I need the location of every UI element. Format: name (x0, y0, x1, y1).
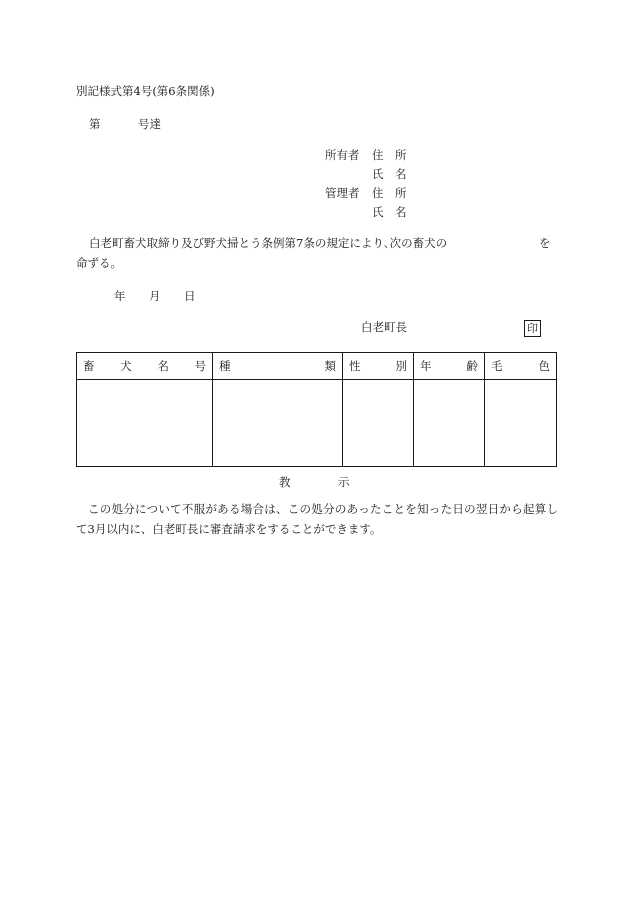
order-text-line1: 白老町畜犬取締り及び野犬掃とう条例第7条の規定により､次の畜犬の (89, 236, 448, 250)
header-sex: 性 別 (343, 353, 414, 380)
date-day: 日 (184, 289, 196, 303)
header-dog-name: 畜 犬 名 号 (77, 353, 213, 380)
table-row (77, 380, 557, 467)
order-text-line2: 命ずる。 (76, 256, 122, 270)
header-coat-color: 毛 色 (485, 353, 557, 380)
cell-age (414, 380, 485, 467)
form-label: 別記様式第4号(第6条関係) (76, 84, 215, 98)
date-year: 年 (114, 289, 126, 303)
table-header-row (77, 353, 557, 380)
cell-sex (343, 380, 414, 467)
owner-name-label: 氏 名 (372, 167, 407, 181)
dog-details-table (76, 352, 557, 467)
reference-suffix: 号達 (138, 117, 161, 131)
cell-breed (213, 380, 343, 467)
seal-mark: 印 (524, 320, 541, 337)
owner-label: 所有者 (325, 148, 360, 162)
instruction-heading-2: 示 (338, 475, 350, 489)
reference-prefix: 第 (89, 117, 101, 131)
date-month: 月 (149, 289, 161, 303)
instruction-heading-1: 教 (279, 475, 291, 489)
cell-dog-name (77, 380, 213, 467)
manager-address-label: 住 所 (372, 186, 407, 200)
cell-coat-color (485, 380, 557, 467)
manager-name-label: 氏 名 (372, 205, 407, 219)
issuer-title: 白老町長 (361, 320, 407, 334)
header-age: 年 齢 (414, 353, 485, 380)
owner-address-label: 住 所 (372, 148, 407, 162)
instruction-text: この処分について不服がある場合は、この処分のあったことを知った日の翌日から起算して3月以内に、白老町長に審査請求をすることができます。 (76, 502, 558, 536)
manager-label: 管理者 (325, 186, 360, 200)
header-breed: 種 類 (213, 353, 343, 380)
order-text-line1-end: を (539, 236, 551, 250)
